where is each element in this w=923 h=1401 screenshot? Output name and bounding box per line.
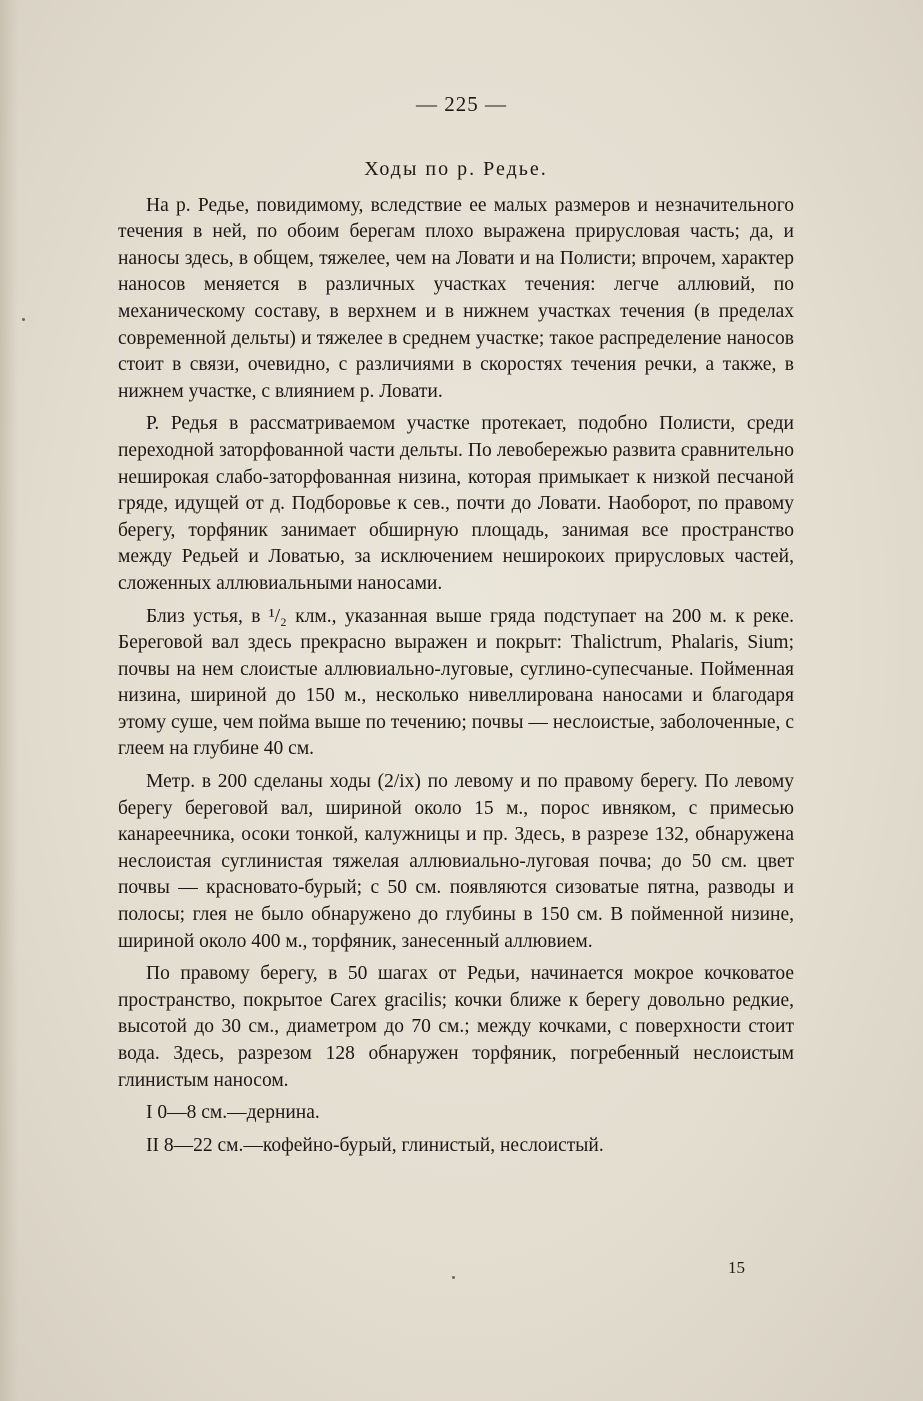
paragraph: Метр. в 200 сделаны ходы (2/ix) по левому и по правому берегу. По левому берегу береговой вал, шириной около 15 м., порос ивняком, с примесью канареечника, осоки тонкой, калужницы и пр. Здесь, в разрезе 132, обнаружена неслоистая суглинистая тяжелая аллювиально-луговая почва; до 50 см. цвет почвы — красновато-бурый; с 50 см. появляются сизоватые пятна, разводы и полосы; глея не было обнаружено до глубины в 150 см. В пойменной низине, шириной около 400 м., торфяник, занесенный аллювием. (118, 771, 794, 952)
section-heading: Ходы по р. Редье. (364, 158, 548, 180)
paper-speck (452, 1276, 455, 1279)
signature-mark: 15 (728, 1258, 745, 1277)
paragraph: По правому берегу, в 50 шагах от Редьи, начинается мокрое кочковатое пространство, покрытое Carex gracilis; кочки ближе к берегу довольно редкие, высотой до 30 см., диаметром до 70 см.; между кочками, с поверхности стоит вода. Здесь, разрезом 128 обнаружен торфяник, погребенный неслоистым глинистым наносом. (118, 963, 794, 1091)
soil-horizon-line: II 8—22 см.—кофейно-бурый, глинистый, неслоистый. (146, 1134, 604, 1156)
page-edge-shadow (0, 0, 18, 1401)
page-number: — 225 — (416, 92, 507, 116)
soil-horizon-line: I 0—8 см.—дернина. (146, 1102, 320, 1124)
page-body (118, 156, 794, 1165)
paragraph: Близ устья, в ¹/₂ клм., указанная выше гряда подступает на 200 м. к реке. Береговой вал здесь прекрасно выражен и покрыт: Thalictrum, Phalaris, Sium; почвы на нем слоистые аллювиально-луговые, суглино-супесчаные. Пойменная низина, шириной до 150 м., несколько нивеллирована наносами и благодаря этому суше, чем пойма выше по течению; почвы — неслоистые, заболоченные, с глеем на глубине 40 см. (118, 605, 794, 760)
paragraph: На р. Редье, повидимому, вследствие ее малых размеров и незначительного течения в ней, по обоим берегам плохо выражена прирусловая часть; да, и наносы здесь, в общем, тяжелее, чем на Ловати и на Полисти; впрочем, характер наносов меняется в различных участках течения: легче аллювий, по механическому составу, в верхнем и в нижнем участках течения (в пределах современной дельты) и тяжелее в среднем участке; такое распределение наносов стоит в связи, очевидно, с различиями в скоростях течения речки, а также, в нижнем участке, с влиянием р. Ловати. (118, 194, 794, 402)
paragraph: Р. Редья в рассматриваемом участке протекает, подобно Полисти, среди переходной заторфованной части дельты. По левобережью развита сравнительно неширокая слабо-заторфованная низина, которая примыкает к низкой песчаной гряде, идущей от д. Подборовье к сев., почти до Ловати. Наоборот, по правому берегу, торфяник занимает обширную площадь, занимая все пространство между Редьей и Ловатью, за исключением неширокоих прирусловых частей, сложенных аллювиальными наносами. (118, 413, 794, 594)
paper-speck (22, 318, 25, 321)
